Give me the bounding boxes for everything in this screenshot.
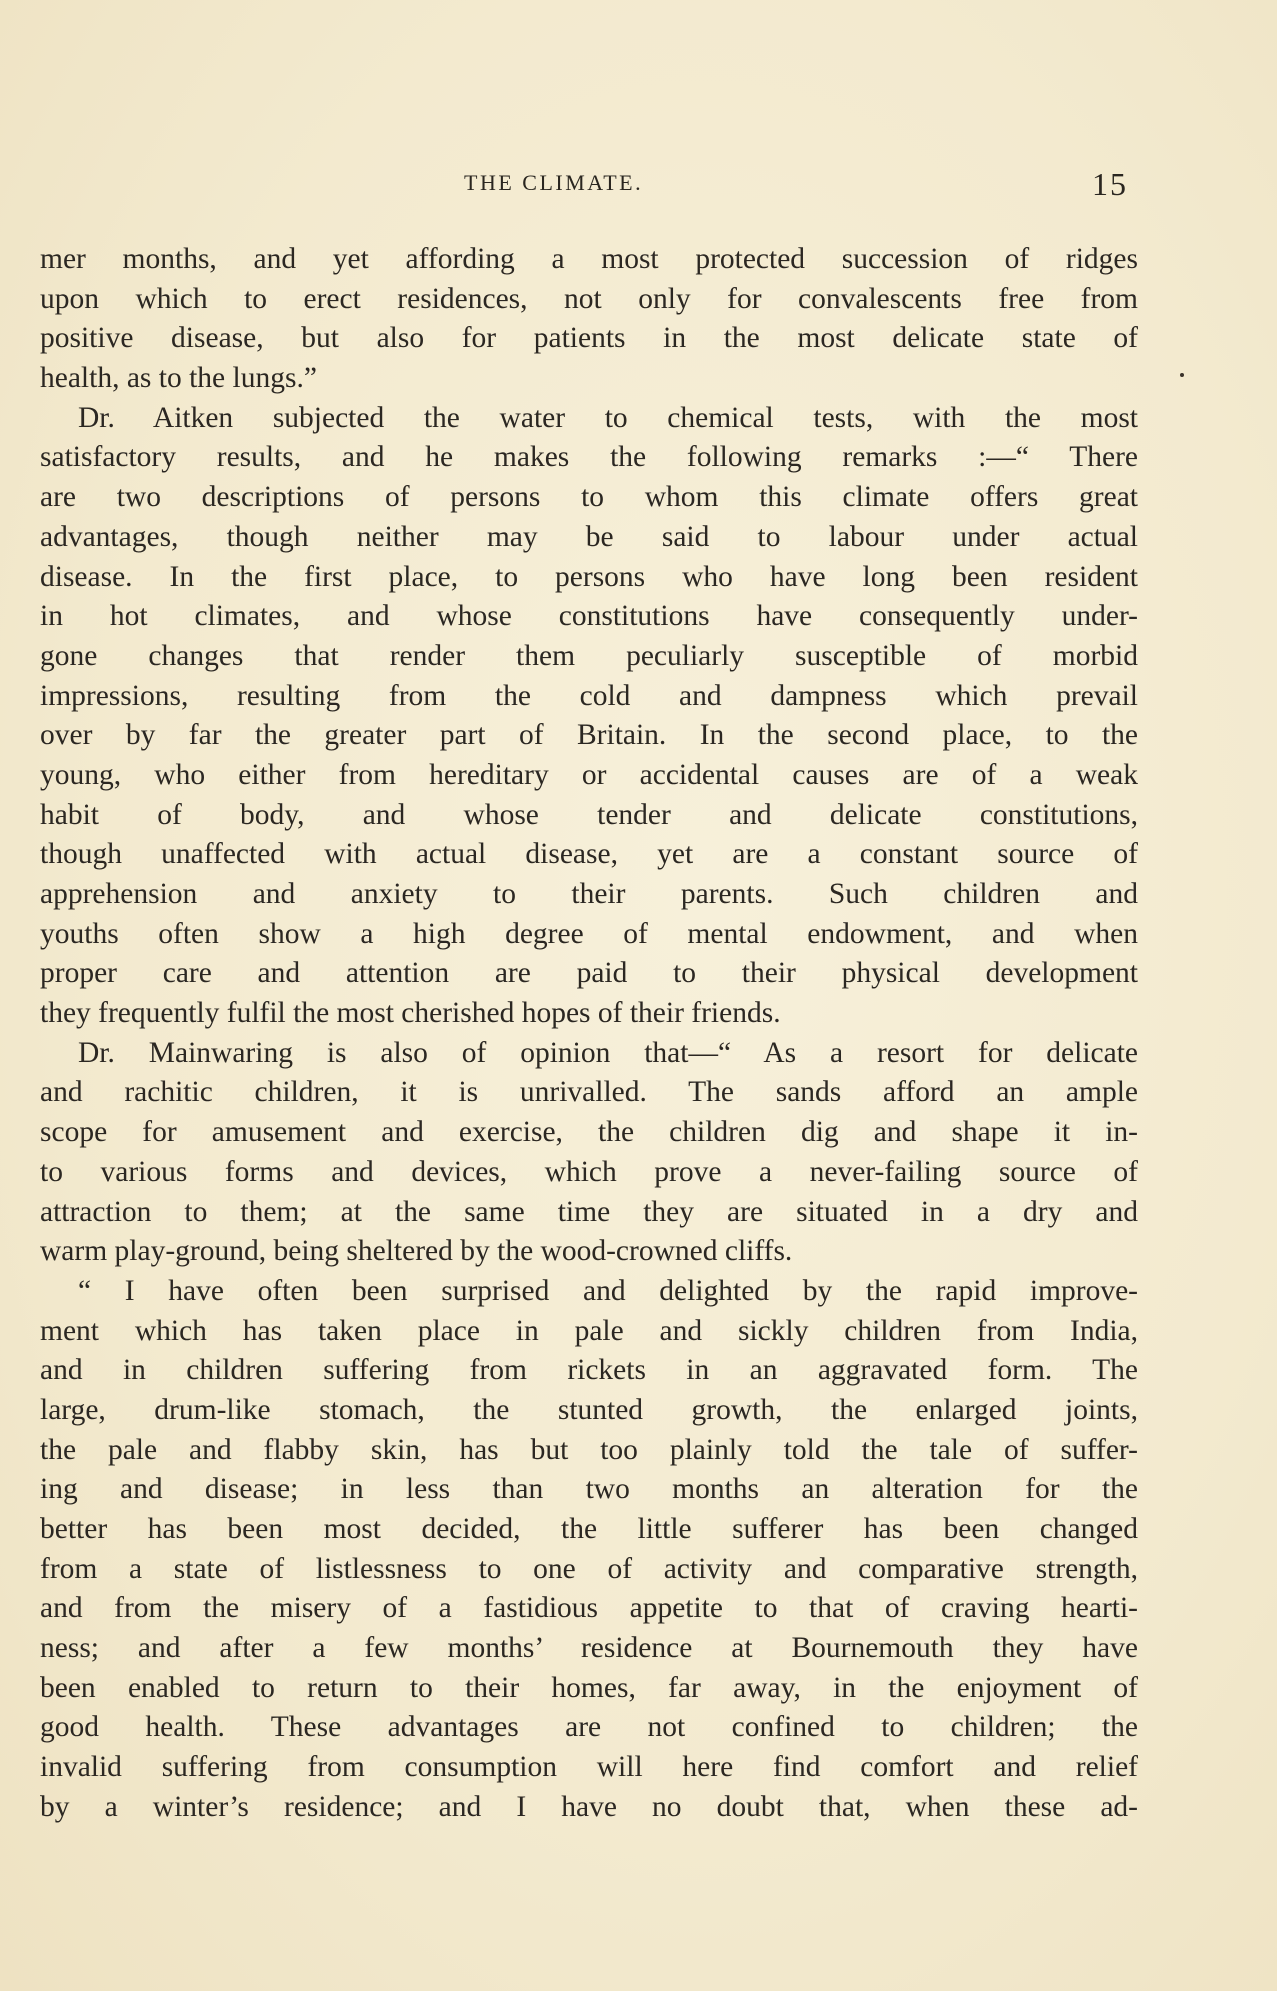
text-line: disease. In the first place, to persons who have long been resident <box>40 560 1138 593</box>
text-line: they frequently fulfil the most cherished hopes of their friends. <box>40 997 781 1030</box>
text-line: habit of body, and whose tender and delicate constitutions, <box>40 798 1138 831</box>
text-line: impressions, resulting from the cold and dampness which prevail <box>40 679 1138 712</box>
text-line: to various forms and devices, which prove a never-failing source of <box>40 1155 1138 1188</box>
body-text <box>40 240 1138 1828</box>
text-line: satisfactory results, and he makes the following remarks :—“ There <box>40 441 1138 474</box>
text-line: scope for amusement and exercise, the children dig and shape it in- <box>40 1116 1138 1149</box>
text-line: gone changes that render them peculiarly susceptible of morbid <box>40 639 1138 672</box>
running-head <box>0 166 1277 206</box>
text-line: ness; and after a few months’ residence at Bournemouth they have <box>40 1632 1138 1665</box>
text-line: youths often show a high degree of mental endowment, and when <box>40 917 1138 950</box>
text-line: and from the misery of a fastidious appetite to that of craving hearti- <box>40 1592 1138 1625</box>
text-line: and rachitic children, it is unrivalled. The sands afford an ample <box>40 1076 1138 1109</box>
text-line: attraction to them; at the same time they are situated in a dry and <box>40 1195 1138 1228</box>
text-line: better has been most decided, the little sufferer has been changed <box>40 1513 1138 1545</box>
text-line: ment which has taken place in pale and sickly children from India, <box>40 1314 1138 1347</box>
text-line: are two descriptions of persons to whom this climate offers great <box>40 481 1138 514</box>
text-line: in hot climates, and whose constitutions have consequently under- <box>40 600 1138 633</box>
text-line: good health. These advantages are not confined to children; the <box>40 1711 1138 1744</box>
text-line: advantages, though neither may be said to labour under actual <box>40 520 1138 553</box>
text-line: health, as to the lungs.” <box>40 362 317 395</box>
text-line: proper care and attention are paid to their physical development <box>40 957 1138 990</box>
text-line: though unaffected with actual disease, yet are a constant source of <box>40 838 1138 871</box>
text-line: by a winter’s residence; and I have no doubt that, when these ad- <box>40 1790 1138 1823</box>
text-line: the pale and flabby skin, has but too plainly told the tale of suffer- <box>40 1433 1138 1466</box>
text-line: been enabled to return to their homes, far away, in the enjoyment of <box>40 1671 1138 1704</box>
text-line: invalid suffering from consumption will here find comfort and relief <box>40 1751 1138 1784</box>
text-line: Dr. Mainwaring is also of opinion that—“ As a resort for delicate <box>78 1036 1138 1069</box>
text-line: young, who either from hereditary or accidental causes are of a weak <box>40 758 1138 791</box>
text-line: ing and disease; in less than two months an alteration for the <box>40 1473 1138 1506</box>
text-line: Dr. Aitken subjected the water to chemical tests, with the most <box>78 401 1138 434</box>
running-head-title: THE CLIMATE. <box>464 170 644 195</box>
text-line: large, drum-like stomach, the stunted growth, the enlarged joints, <box>40 1393 1138 1426</box>
text-line: upon which to erect residences, not only for convalescents free from <box>40 282 1138 315</box>
page-number: 15 <box>1092 166 1128 202</box>
text-line: “ I have often been surprised and delighted by the rapid improve- <box>78 1274 1138 1307</box>
text-line: and in children suffering from rickets in an aggravated form. The <box>40 1354 1138 1387</box>
text-line: positive disease, but also for patients in the most delicate state of <box>40 322 1138 355</box>
text-line: mer months, and yet affording a most protected succession of ridges <box>40 243 1138 275</box>
text-line: from a state of listlessness to one of activity and comparative strength, <box>40 1552 1138 1585</box>
text-line: apprehension and anxiety to their parents. Such children and <box>40 878 1138 910</box>
text-line: over by far the greater part of Britain. In the second place, to the <box>40 719 1138 752</box>
paper-speck <box>1180 373 1184 377</box>
text-line: warm play-ground, being sheltered by the wood-crowned cliffs. <box>40 1235 793 1268</box>
